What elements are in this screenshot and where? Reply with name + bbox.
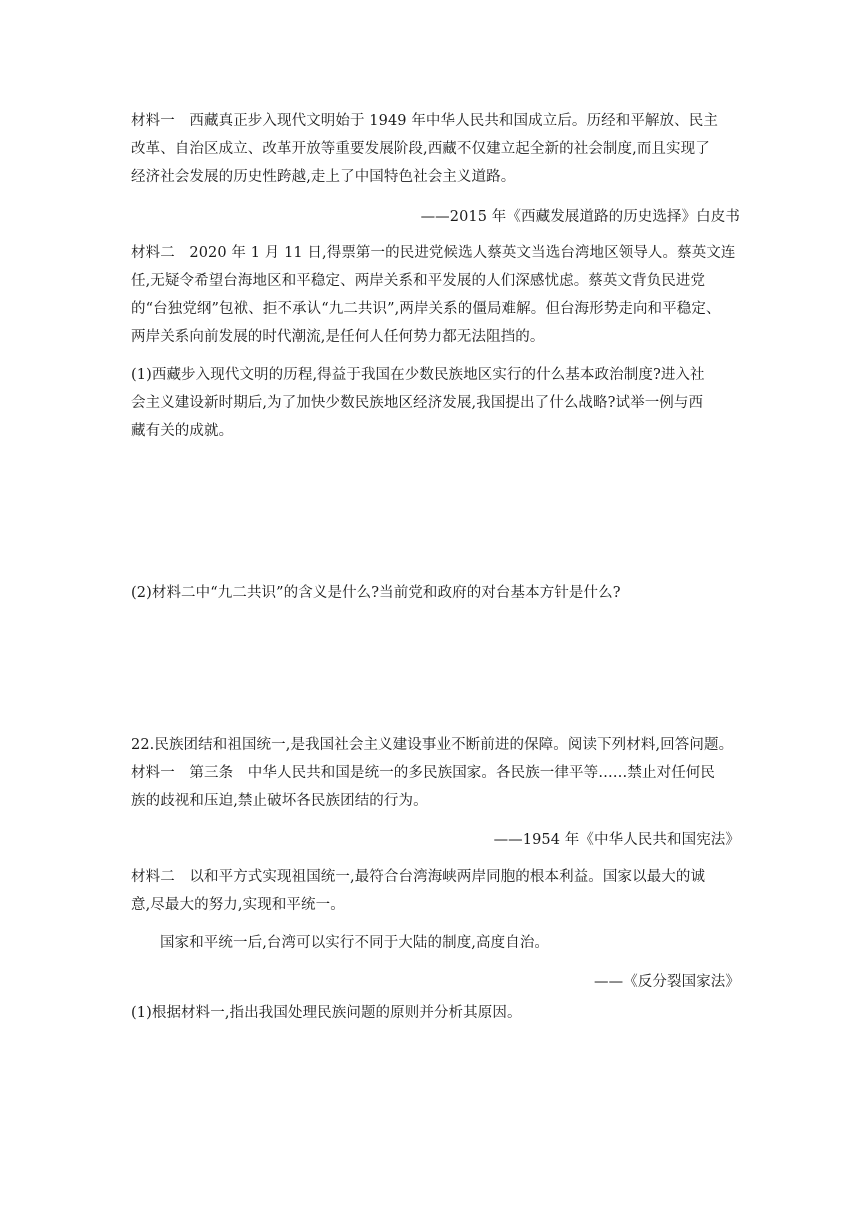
problem-22-material-2-line-1: 材料二 以和平方式实现祖国统一,最符合台湾海峡两岸同胞的根本利益。国家以最大的诚 — [131, 869, 706, 885]
problem-22-material-2-source: ——《反分裂国家法》 — [594, 974, 740, 990]
material-2-line-2: 任,无疑令希望台海地区和平稳定、两岸关系和平发展的人们深感忧虑。蔡英文背负民进党 — [131, 273, 706, 289]
material-1-line-2: 改革、自治区成立、改革开放等重要发展阶段,西藏不仅建立起全新的社会制度,而且实现了 — [131, 141, 710, 157]
material-2-line-4: 两岸关系向前发展的时代潮流,是任何人任何势力都无法阻挡的。 — [131, 329, 545, 345]
question-1-line-2: 会主义建设新时期后,为了加快少数民族地区经济发展,我国提出了什么战略?试举一例与西 — [131, 395, 704, 411]
problem-22-material-1-line-1: 材料一 第三条 中华人民共和国是统一的多民族国家。各民族一律平等……禁止对任何民 — [131, 765, 715, 781]
problem-22-material-2-paragraph: 国家和平统一后,台湾可以实行不同于大陆的制度,高度自治。 — [160, 935, 550, 951]
problem-22-stem: 22.民族团结和祖国统一,是我国社会主义建设事业不断前进的保障。阅读下列材料,回答问题。 — [131, 737, 734, 753]
material-2-line-3: 的“台独党纲”包袱、拒不承认“九二共识”,两岸关系的僵局难解。但台海形势走向和平稳定、 — [131, 301, 721, 317]
problem-22-question-1: (1)根据材料一,指出我国处理民族问题的原则并分析其原因。 — [131, 1005, 522, 1021]
problem-22-material-1-line-2: 族的歧视和压迫,禁止破坏各民族团结的行为。 — [131, 793, 428, 809]
problem-22-material-1-source: ——1954 年《中华人民共和国宪法》 — [493, 832, 740, 848]
question-2: (2)材料二中“九二共识”的含义是什么?当前党和政府的对台基本方针是什么? — [131, 585, 621, 601]
question-1-line-3: 藏有关的成就。 — [131, 423, 234, 439]
question-1-line-1: (1)西藏步入现代文明的历程,得益于我国在少数民族地区实行的什么基本政治制度?进入社 — [131, 367, 705, 383]
problem-22-material-2-line-2: 意,尽最大的努力,实现和平统一。 — [131, 897, 345, 913]
material-2-line-1: 材料二 2020 年 1 月 11 日,得票第一的民进党候选人蔡英文当选台湾地区领导人。蔡英文连 — [131, 245, 736, 261]
material-1-line-1: 材料一 西藏真正步入现代文明始于 1949 年中华人民共和国成立后。历经和平解放、民主 — [131, 113, 718, 129]
material-1-source: ——2015 年《西藏发展道路的历史选择》白皮书 — [420, 209, 740, 225]
material-1-line-3: 经济社会发展的历史性跨越,走上了中国特色社会主义道路。 — [131, 169, 516, 185]
